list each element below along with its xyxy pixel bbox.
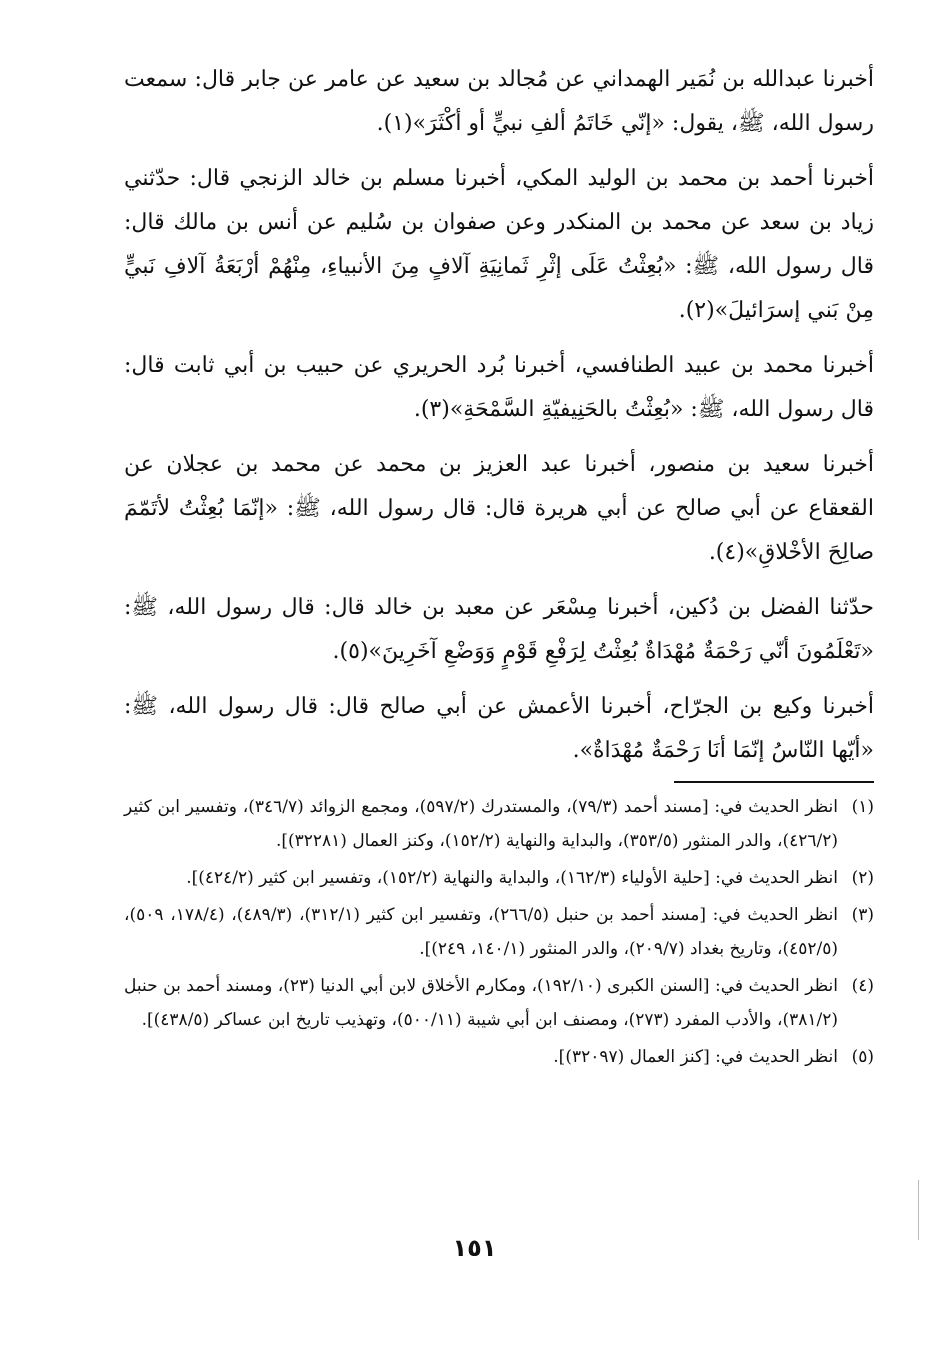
footnote-5 bbox=[124, 1040, 874, 1074]
footnote-text: انظر الحديث في: [كنز العمال (٣٢٠٩٧)]. bbox=[553, 1047, 838, 1067]
paragraph-hadith-5: حدّثنا الفضل بن دُكين، أخبرنا مِسْعَر عن معبد بن خالد قال: قال رسول الله، ﷺ: «تَعْلَمُونَ أنّي رَحْمَةٌ مُهْدَاةٌ بُعِثْتُ لِرَفْعِ قَوْمٍ وَوَضْعِ آخَرِينَ»(٥). bbox=[124, 595, 874, 664]
footnote-divider bbox=[674, 781, 874, 783]
paragraph-hadith-3: أخبرنا محمد بن عبيد الطنافسي، أخبرنا بُرد الحريري عن حبيب بن أبي ثابت قال: قال رسول الله، ﷺ: «بُعِثْتُ بالحَنِيفيّةِ السَّمْحَةِ»(٣). bbox=[124, 353, 874, 422]
footnote-number: (٤) bbox=[851, 976, 874, 996]
main-text-body bbox=[124, 58, 874, 784]
page-number: ١٥١ bbox=[452, 1234, 497, 1262]
paragraph-hadith-6: أخبرنا وكيع بن الجرّاح، أخبرنا الأعمش عن أبي صالح قال: قال رسول الله، ﷺ: «أيّها النّاسُ إنّمَا أنَا رَحْمَةٌ مُهْدَاةٌ». bbox=[124, 694, 874, 763]
footnotes-section bbox=[124, 790, 874, 1077]
footnote-text: انظر الحديث في: [مسند أحمد بن حنبل (٢٦٦/٥)، وتفسير ابن كثير (٣١٢/١)، (٤٨٩/٣)، (١٧٨/٤، ٥٠٩)، (٤٥٢/٥)، وتاريخ بغداد (٢٠٩/٧)، والدر المنثور (١٤٠/١، ٢٤٩)]. bbox=[124, 905, 839, 959]
footnote-1 bbox=[124, 790, 874, 858]
footnote-4 bbox=[124, 969, 874, 1037]
footnote-number: (١) bbox=[851, 797, 874, 817]
footnote-text: انظر الحديث في: [مسند أحمد (٧٩/٣)، والمستدرك (٥٩٧/٢)، ومجمع الزوائد (٣٤٦/٧)، وتفسير ابن كثير (٤٢٦/٢)، والدر المنثور (٣٥٣/٥)، والبداية والنهاية (١٥٢/٢)، وكنز العمال (٣٢٢٨١)]. bbox=[124, 797, 838, 851]
footnote-text: انظر الحديث في: [السنن الكبرى (١٩٢/١٠)، ومكارم الأخلاق لابن أبي الدنيا (٢٣)، ومسند أحمد بن حنبل (٣٨١/٢)، والأدب المفرد (٢٧٣)، ومصنف ابن أبي شيبة (٥٠٠/١١)، وتهذيب تاريخ ابن عساكر (٤٣٨/٥)]. bbox=[124, 976, 838, 1030]
footnote-2 bbox=[124, 861, 874, 895]
scan-edge-line bbox=[918, 1180, 919, 1240]
paragraph-hadith-4: أخبرنا سعيد بن منصور، أخبرنا عبد العزيز بن محمد عن محمد بن عجلان عن القعقاع عن أبي صالح عن أبي هريرة قال: قال رسول الله، ﷺ: «إنّمَا بُعِثْتُ لأتَمّمَ صالِحَ الأخْلاقِ»(٤). bbox=[124, 452, 874, 565]
footnote-number: (٥) bbox=[851, 1047, 874, 1067]
footnote-3 bbox=[124, 898, 874, 966]
paragraph-hadith-1: أخبرنا عبدالله بن نُمَير الهمداني عن مُجالد بن سعيد عن عامر عن جابر قال: سمعت رسول الله، ﷺ، يقول: «إنّي خَاتَمُ ألفِ نبيٍّ أو أكْثَرَ»(١). bbox=[124, 67, 874, 136]
footnote-number: (٢) bbox=[851, 868, 874, 888]
footnote-number: (٣) bbox=[851, 905, 874, 925]
paragraph-hadith-2: أخبرنا أحمد بن محمد بن الوليد المكي، أخبرنا مسلم بن خالد الزنجي قال: حدّثني زياد بن سعد عن محمد بن المنكدر وعن صفوان بن سُليم عن أنس بن مالك قال: قال رسول الله، ﷺ: «بُعِثْتُ عَلَى إثْرِ ثَمانِيَةِ آلافٍ مِنَ الأنبياءِ، مِنْهُمْ أرْبَعَةُ آلافِ نَبيٍّ مِنْ بَني إسرَائيلَ»(٢). bbox=[124, 166, 874, 323]
footnote-text: انظر الحديث في: [حلية الأولياء (١٦٢/٣)، والبداية والنهاية (١٥٢/٢)، وتفسير ابن كثير (٤٢٤/٢)]. bbox=[186, 868, 838, 888]
